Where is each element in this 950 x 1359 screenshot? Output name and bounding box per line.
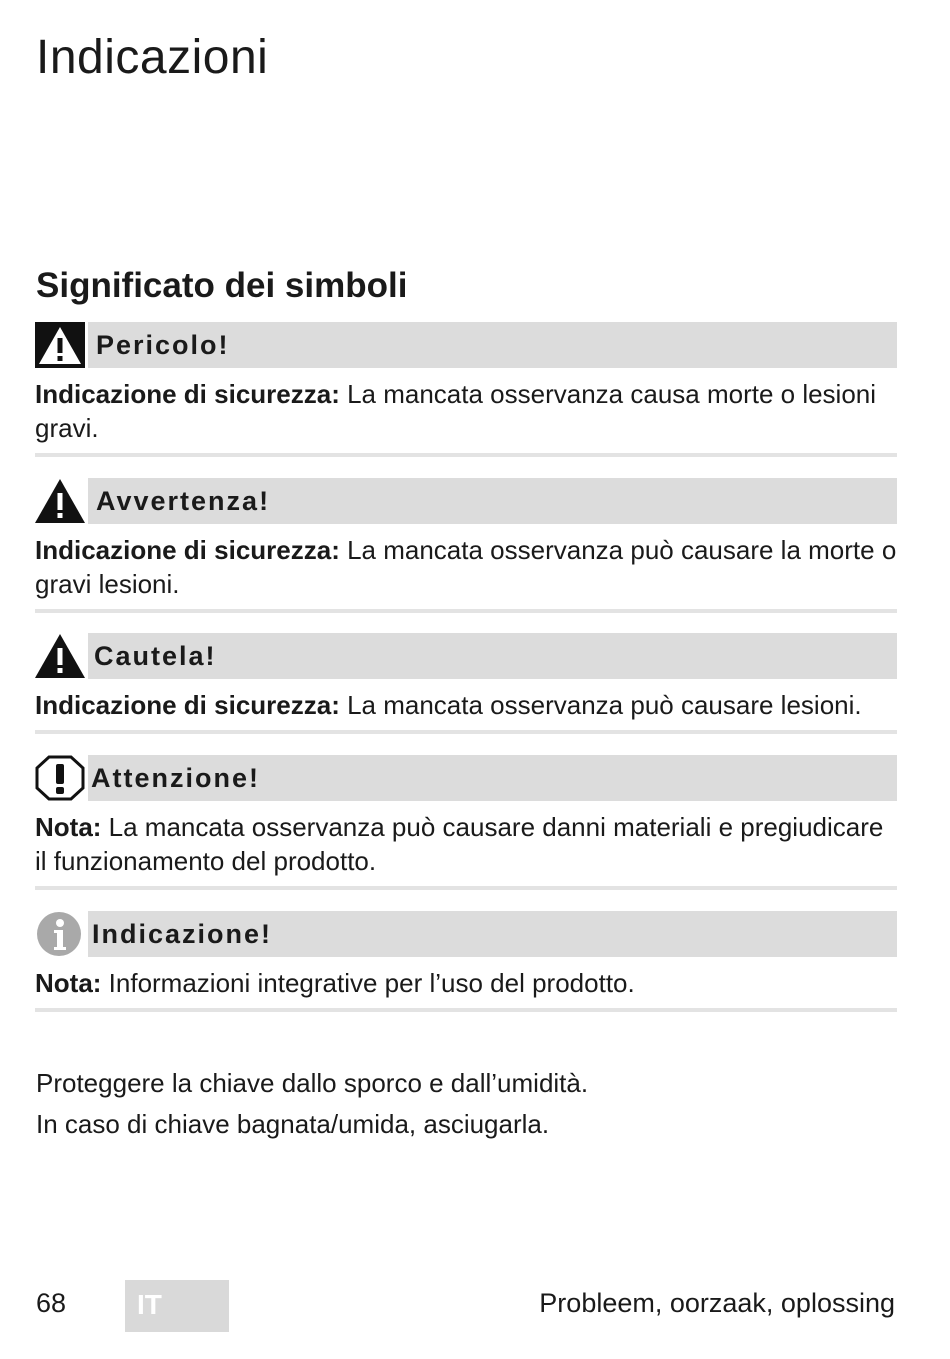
notice-danger: [35, 322, 897, 457]
notice-caution: [35, 633, 897, 734]
notice-body: [35, 966, 897, 1012]
chapter-title: Probleem, oorzaak, oplossing: [539, 1288, 895, 1318]
notice-info: [35, 911, 897, 1012]
notice-text: La mancata osservanza può causare la morte o gravi lesioni.: [35, 535, 897, 599]
notice-lead: Nota:: [35, 968, 102, 998]
notice-header: [35, 478, 897, 524]
paragraph-care: Proteggere la chiave dallo sporco e dall’umidità.: [36, 1068, 589, 1098]
notice-lead: Indicazione di sicurezza:: [35, 379, 340, 409]
notice-body: [35, 810, 897, 890]
paragraph-drying: In caso di chiave bagnata/umida, asciugarla.: [36, 1109, 550, 1139]
warning-triangle-boxed-icon: [35, 322, 85, 368]
notice-text: La mancata osservanza causa morte o lesioni gravi.: [35, 379, 877, 443]
notice-label: Attenzione!: [91, 763, 260, 793]
section-title: Significato dei simboli: [36, 266, 408, 305]
language-label: IT: [137, 1289, 162, 1320]
page-number: 68: [36, 1288, 67, 1318]
notice-body: [35, 377, 897, 457]
notice-text: Informazioni integrative per l’uso del prodotto.: [101, 968, 635, 998]
language-tab: [125, 1280, 229, 1332]
notice-attention: [35, 755, 897, 890]
notice-warning: [35, 478, 897, 613]
notice-lead: Indicazione di sicurezza:: [35, 690, 340, 720]
notice-body: [35, 688, 897, 734]
page-title: Indicazioni: [36, 31, 269, 84]
notice-label: Cautela!: [94, 641, 217, 671]
notice-label: Avvertenza!: [96, 486, 271, 516]
notice-label: Indicazione!: [92, 919, 273, 949]
notice-body: [35, 533, 897, 613]
notice-text: La mancata osservanza può causare danni materiali e pregiudicare il funzionamento del prodotto.: [35, 812, 884, 876]
notice-header: [35, 911, 897, 957]
notice-text: La mancata osservanza può causare lesioni.: [339, 690, 862, 720]
warning-triangle-icon: [35, 633, 85, 679]
notice-lead: Nota:: [35, 812, 102, 842]
notice-header: [35, 755, 897, 801]
notice-label: Pericolo!: [96, 330, 230, 360]
info-circle-icon: [35, 911, 85, 957]
notice-header: [35, 633, 897, 679]
notice-lead: Indicazione di sicurezza:: [35, 535, 340, 565]
warning-triangle-icon: [35, 478, 85, 524]
attention-octagon-icon: [35, 755, 85, 801]
notice-header: [35, 322, 897, 368]
